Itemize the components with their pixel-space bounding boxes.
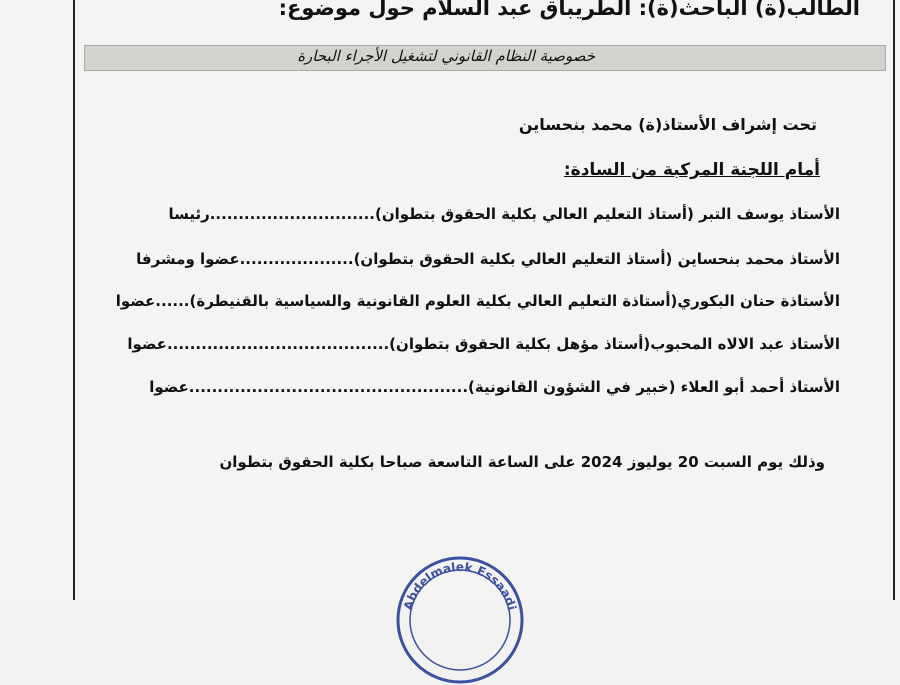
member-dots: ............................. [209, 205, 375, 223]
member-dots: ...... [155, 292, 190, 310]
member-role: رئيسا [168, 205, 210, 223]
member-description: الأستاذ أحمد أبو العلاء (خبير في الشؤون القانونية) [468, 378, 840, 396]
member-dots: ................................................. [188, 378, 469, 396]
member-description: الأستاذ عبد الالاه المحبوب(أستاذ مؤهل بكلية الحقوق بتطوان) [389, 335, 840, 353]
supervision-line: تحت إشراف الأستاذ(ة) محمد بنحساين [518, 115, 817, 134]
member-dots: ................... [239, 250, 348, 268]
stamp-outer-ring [398, 558, 522, 682]
stamp-text: Abdelmalek Essaadi [401, 560, 519, 612]
university-stamp [395, 555, 525, 685]
committee-member [168, 205, 840, 223]
page-border-right [893, 0, 895, 600]
committee-member [149, 378, 840, 396]
closing-line: وذلك يوم السبت 20 يوليوز 2024 على الساعة التاسعة صباحا بكلية الحقوق بتطوان [219, 453, 825, 471]
member-description: الأستاذ يوسف التبر (أستاذ التعليم العالي بكلية الحقوق بتطوان) [374, 205, 840, 223]
committee-member [127, 335, 840, 353]
member-role: عضوا [127, 335, 167, 353]
member-role: عضوا [115, 292, 156, 310]
member-dots: ....................................... [166, 335, 390, 353]
committee-member [116, 292, 840, 310]
member-role: عضوا ومشرفا [136, 250, 240, 268]
committee-member [136, 250, 840, 268]
student-line: الطالب(ة) الباحث(ة): الطريباق عبد السلام حول موضوع: [278, 0, 860, 20]
member-description: الأستاذة حنان البكوري(أستاذة التعليم العالي بكلية العلوم القانونية والسياسية بالقنيطرة) [189, 292, 840, 310]
page-border-left [73, 0, 75, 600]
committee-heading: أمام اللجنة المركبة من السادة: [563, 160, 820, 180]
subject-title: خصوصية النظام القانوني لتشغيل الأجراء البحارة [297, 47, 595, 65]
member-role: عضوا [149, 378, 189, 396]
member-description: الأستاذ محمد بنحساين (أستاذ التعليم العالي بكلية الحقوق بتطوان). [347, 250, 840, 268]
